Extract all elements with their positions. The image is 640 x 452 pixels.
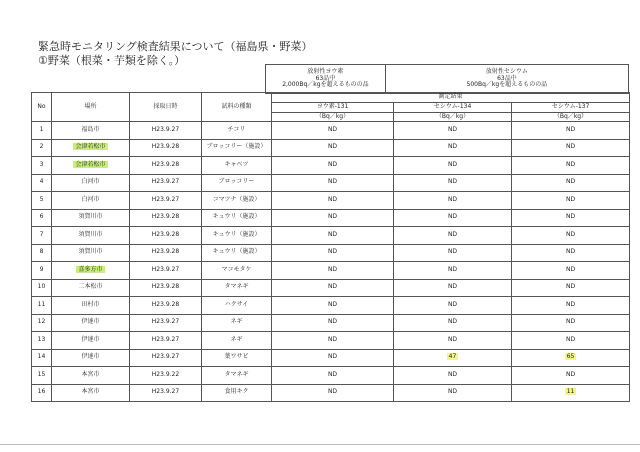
cell-i131 — [272, 349, 394, 367]
cell-i131-text: ND — [327, 143, 338, 151]
cell-i131-text: ND — [327, 370, 338, 378]
cell-place — [52, 297, 130, 315]
cell-place-text: 福島市 — [81, 125, 100, 133]
header-no: No — [32, 93, 52, 122]
cell-place — [52, 139, 130, 157]
cell-cs137-text: ND — [565, 370, 576, 378]
header-unit-cs137: （Bq／kg） — [512, 113, 630, 122]
cell-date — [130, 244, 202, 262]
cell-date — [130, 279, 202, 297]
cell-item-text: マコモタケ — [221, 265, 252, 273]
cell-i131 — [272, 157, 394, 175]
cell-cs134 — [394, 209, 512, 227]
cell-no-text: 11 — [37, 300, 46, 308]
cell-cs134 — [394, 174, 512, 192]
table-row — [32, 244, 630, 262]
table-row — [32, 367, 630, 385]
cell-place — [52, 227, 130, 245]
cell-item — [202, 297, 272, 315]
cell-item — [202, 262, 272, 280]
cell-cs134-text: 47 — [448, 353, 457, 361]
cell-date-text: H23.9.28 — [151, 160, 180, 168]
iodine-limit-cell — [266, 65, 386, 94]
page-edge-divider — [0, 444, 640, 445]
cell-i131-text: ND — [327, 318, 338, 326]
cell-no — [32, 174, 52, 192]
iodine-limit-count: 63品中 — [315, 74, 336, 82]
cell-cs134-text: ND — [447, 213, 458, 221]
cell-i131-text: ND — [327, 388, 338, 396]
cell-cs134 — [394, 262, 512, 280]
cell-i131-text: ND — [327, 335, 338, 343]
cell-place-text: 伊達市 — [81, 318, 100, 326]
cell-cs137-text: ND — [565, 213, 576, 221]
cell-date-text: H23.9.28 — [151, 300, 180, 308]
cell-no — [32, 157, 52, 175]
cell-cs134 — [394, 122, 512, 140]
cell-i131-text: ND — [327, 283, 338, 291]
cell-cs137-text: ND — [565, 283, 576, 291]
cell-no — [32, 332, 52, 350]
cell-i131-text: ND — [327, 125, 338, 133]
cell-date-text: H23.9.27 — [151, 178, 180, 186]
cell-place-text: 須賀川市 — [78, 248, 103, 256]
table-row — [32, 384, 630, 402]
cell-cs134 — [394, 384, 512, 402]
header-cs134: セシウム-134 — [394, 103, 512, 113]
cell-i131 — [272, 227, 394, 245]
cell-cs137 — [512, 122, 630, 140]
cell-item — [202, 209, 272, 227]
cell-place-text: 本宮市 — [81, 370, 100, 378]
table-row — [32, 332, 630, 350]
cell-cs137 — [512, 157, 630, 175]
cell-item — [202, 122, 272, 140]
cell-item-text: ブロッコリー — [218, 178, 255, 186]
cell-place-text: 伊達市 — [81, 353, 100, 361]
cell-date-text: H23.9.27 — [151, 195, 180, 203]
cell-cs134-text: ND — [447, 300, 458, 308]
cell-item-text: ネギ — [230, 318, 243, 326]
header-i131: ヨウ素-131 — [272, 103, 394, 113]
cell-place-text: 伊達市 — [81, 335, 100, 343]
cell-item-text: キュウリ（施設） — [212, 230, 261, 238]
cell-place — [52, 314, 130, 332]
cell-no-text: 7 — [39, 230, 44, 238]
cell-cs137-text: ND — [565, 265, 576, 273]
cell-cs134-text: ND — [447, 195, 458, 203]
cell-date — [130, 157, 202, 175]
cell-cs134-text: ND — [447, 335, 458, 343]
cell-i131-text: ND — [327, 160, 338, 168]
cell-no — [32, 349, 52, 367]
cell-i131-text: ND — [327, 248, 338, 256]
cell-cs134-text: ND — [447, 370, 458, 378]
document-title: 緊急時モニタリング検査結果について（福島県・野菜） — [38, 40, 313, 53]
cell-cs134-text: ND — [447, 178, 458, 186]
cell-date — [130, 139, 202, 157]
cell-i131 — [272, 297, 394, 315]
cell-no-text: 15 — [37, 370, 46, 378]
cell-date-text: H23.9.22 — [151, 370, 180, 378]
cesium-limit-criterion: 500Bq／kgを超えるものの品 — [466, 81, 548, 89]
cell-cs137 — [512, 209, 630, 227]
table-row — [32, 192, 630, 210]
cell-no-text: 12 — [37, 318, 46, 326]
cell-place — [52, 174, 130, 192]
cell-cs134 — [394, 244, 512, 262]
table-row — [32, 209, 630, 227]
cell-no-text: 8 — [39, 248, 44, 256]
cell-cs134-text: ND — [447, 160, 458, 168]
cell-cs134-text: ND — [447, 230, 458, 238]
cell-cs137 — [512, 384, 630, 402]
cell-no — [32, 192, 52, 210]
cell-i131-text: ND — [327, 195, 338, 203]
cell-cs137-text: ND — [565, 335, 576, 343]
cell-item — [202, 279, 272, 297]
cell-no — [32, 279, 52, 297]
cell-date — [130, 209, 202, 227]
cell-item — [202, 157, 272, 175]
cell-i131 — [272, 174, 394, 192]
cell-place — [52, 192, 130, 210]
cell-cs137-text: ND — [565, 248, 576, 256]
cell-item-text: キャベツ — [224, 160, 249, 168]
cell-cs137 — [512, 314, 630, 332]
cell-cs137-text: ND — [565, 160, 576, 168]
cell-i131-text: ND — [327, 178, 338, 186]
header-result: 測定結果 — [272, 93, 630, 103]
cell-place — [52, 157, 130, 175]
iodine-limit-name: 放射性ヨウ素 — [307, 67, 344, 75]
cell-no-text: 6 — [39, 213, 44, 221]
cell-cs134-text: ND — [447, 283, 458, 291]
cell-no-text: 13 — [37, 335, 46, 343]
iodine-limit-criterion: 2,000Bq／kgを超えるものの品 — [282, 81, 369, 89]
cell-cs137-text: ND — [565, 143, 576, 151]
cell-item-text: ブロッコリー（施設） — [206, 143, 267, 151]
cell-cs134 — [394, 367, 512, 385]
table-row — [32, 139, 630, 157]
cell-no — [32, 314, 52, 332]
cell-date — [130, 349, 202, 367]
cell-no-text: 9 — [39, 265, 44, 273]
cell-place — [52, 279, 130, 297]
cell-date — [130, 332, 202, 350]
cell-place-text: 須賀川市 — [78, 213, 103, 221]
cell-no-text: 16 — [37, 388, 46, 396]
cell-cs134-text: ND — [447, 143, 458, 151]
cell-i131 — [272, 279, 394, 297]
cell-no — [32, 122, 52, 140]
cell-no — [32, 384, 52, 402]
header-date: 採取日時 — [130, 93, 202, 122]
cell-place — [52, 262, 130, 280]
cell-date — [130, 384, 202, 402]
cell-cs137 — [512, 227, 630, 245]
cell-place-text: 会津若松市 — [75, 160, 106, 168]
cell-cs137-text: ND — [565, 300, 576, 308]
cell-place-text: 白河市 — [81, 178, 100, 186]
cell-cs134 — [394, 157, 512, 175]
cell-item-text: キュウリ（施設） — [212, 248, 261, 256]
cell-i131 — [272, 367, 394, 385]
cell-i131 — [272, 122, 394, 140]
cell-i131-text: ND — [327, 230, 338, 238]
cell-cs137-text: 11 — [566, 388, 575, 396]
cell-i131 — [272, 384, 394, 402]
cell-i131 — [272, 192, 394, 210]
cell-cs134 — [394, 279, 512, 297]
cell-cs134 — [394, 227, 512, 245]
cell-i131-text: ND — [327, 265, 338, 273]
cell-no — [32, 367, 52, 385]
table-row — [32, 174, 630, 192]
cell-date-text: H23.9.27 — [151, 388, 180, 396]
cell-no-text: 2 — [39, 143, 44, 151]
results-body — [32, 122, 630, 402]
cell-cs137 — [512, 139, 630, 157]
cell-place-text: 田村市 — [81, 300, 100, 308]
cell-place-text: 本宮市 — [81, 388, 100, 396]
cell-cs137 — [512, 174, 630, 192]
cell-i131 — [272, 209, 394, 227]
cell-date — [130, 262, 202, 280]
cell-item-text: 葉ワサビ — [224, 353, 249, 361]
cell-place-text: 喜多方市 — [78, 265, 103, 273]
cell-no — [32, 227, 52, 245]
cell-no-text: 14 — [37, 353, 46, 361]
cell-item-text: チコリ — [227, 125, 246, 133]
cell-item-text: タマネギ — [224, 370, 249, 378]
cell-no-text: 4 — [39, 178, 44, 186]
cesium-limit-cell — [385, 65, 628, 94]
cell-no — [32, 297, 52, 315]
cell-i131-text: ND — [327, 213, 338, 221]
cell-place — [52, 332, 130, 350]
cell-cs137 — [512, 349, 630, 367]
cell-cs137-text: ND — [565, 318, 576, 326]
cell-date — [130, 314, 202, 332]
cell-cs134 — [394, 139, 512, 157]
cell-cs134-text: ND — [447, 265, 458, 273]
cell-cs137-text: ND — [565, 125, 576, 133]
cell-item-text: ネギ — [230, 335, 243, 343]
table-row — [32, 349, 630, 367]
results-table — [31, 92, 630, 402]
cell-date — [130, 122, 202, 140]
cell-date — [130, 367, 202, 385]
cell-i131-text: ND — [327, 300, 338, 308]
cell-i131 — [272, 139, 394, 157]
cell-place-text: 須賀川市 — [78, 230, 103, 238]
cell-i131 — [272, 262, 394, 280]
cell-cs137 — [512, 262, 630, 280]
cell-cs137 — [512, 297, 630, 315]
cell-item — [202, 227, 272, 245]
cell-cs134-text: ND — [447, 248, 458, 256]
document-subtitle: ①野菜（根菜・芋類を除く。） — [38, 54, 186, 67]
cell-item-text: コマツナ（施設） — [212, 195, 261, 203]
table-row — [32, 227, 630, 245]
cell-place — [52, 244, 130, 262]
cell-cs137-text: ND — [565, 195, 576, 203]
cell-date — [130, 192, 202, 210]
cell-no — [32, 139, 52, 157]
cell-cs137 — [512, 244, 630, 262]
cell-item — [202, 332, 272, 350]
cell-cs134-text: ND — [447, 125, 458, 133]
cell-cs137-text: 65 — [566, 353, 575, 361]
cell-cs134 — [394, 297, 512, 315]
cell-no-text: 1 — [39, 125, 44, 133]
cell-i131-text: ND — [327, 353, 338, 361]
cell-place-text: 会津若松市 — [75, 143, 106, 151]
cell-item-text: 食用キク — [224, 388, 249, 396]
cell-cs134 — [394, 349, 512, 367]
cell-item — [202, 367, 272, 385]
table-row — [32, 279, 630, 297]
cell-place — [52, 384, 130, 402]
cell-cs137-text: ND — [565, 230, 576, 238]
cell-date-text: H23.9.27 — [151, 353, 180, 361]
header-cs137: セシウム-137 — [512, 103, 630, 113]
table-row — [32, 297, 630, 315]
cell-no — [32, 209, 52, 227]
cell-cs137 — [512, 332, 630, 350]
cell-item — [202, 244, 272, 262]
limits-summary-table — [265, 64, 629, 94]
cell-date-text: H23.9.28 — [151, 248, 180, 256]
cell-cs137 — [512, 192, 630, 210]
cell-i131 — [272, 314, 394, 332]
cell-item-text: タマネギ — [224, 283, 249, 291]
cell-item — [202, 174, 272, 192]
cesium-limit-name: 放射性セシウム — [485, 67, 528, 75]
cell-item-text: キュウリ（施設） — [212, 213, 261, 221]
table-row — [32, 314, 630, 332]
cell-no-text: 5 — [39, 195, 44, 203]
header-unit-i131: （Bq／kg） — [272, 113, 394, 122]
cell-no-text: 3 — [39, 160, 44, 168]
cell-item-text: ハクサイ — [224, 300, 249, 308]
cell-no-text: 10 — [37, 283, 46, 291]
cell-i131 — [272, 332, 394, 350]
cell-item — [202, 384, 272, 402]
cell-date-text: H23.9.27 — [151, 265, 180, 273]
cell-place-text: 白河市 — [81, 195, 100, 203]
cell-date-text: H23.9.28 — [151, 143, 180, 151]
cell-cs134 — [394, 332, 512, 350]
cell-item — [202, 349, 272, 367]
cell-item — [202, 192, 272, 210]
cell-date — [130, 174, 202, 192]
cell-date — [130, 227, 202, 245]
cell-cs134-text: ND — [447, 388, 458, 396]
cell-cs137 — [512, 367, 630, 385]
cell-place — [52, 122, 130, 140]
cell-date-text: H23.9.27 — [151, 318, 180, 326]
cell-item — [202, 314, 272, 332]
cell-place-text: 二本松市 — [78, 283, 103, 291]
table-row — [32, 262, 630, 280]
table-row — [32, 122, 630, 140]
cell-date — [130, 297, 202, 315]
cell-place — [52, 367, 130, 385]
header-item: 試料の種類 — [202, 93, 272, 122]
cell-place — [52, 349, 130, 367]
cesium-limit-count: 63品中 — [497, 74, 517, 82]
cell-i131 — [272, 244, 394, 262]
cell-place — [52, 209, 130, 227]
cell-cs134 — [394, 192, 512, 210]
cell-item — [202, 139, 272, 157]
table-row — [32, 157, 630, 175]
cell-date-text: H23.9.28 — [151, 283, 180, 291]
cell-date-text: H23.9.27 — [151, 125, 180, 133]
header-unit-cs134: （Bq／kg） — [394, 113, 512, 122]
cell-no — [32, 244, 52, 262]
cell-date-text: H23.9.27 — [151, 335, 180, 343]
cell-date-text: H23.9.28 — [151, 213, 180, 221]
cell-date-text: H23.9.28 — [151, 230, 180, 238]
cell-cs137-text: ND — [565, 178, 576, 186]
cell-cs137 — [512, 279, 630, 297]
cell-no — [32, 262, 52, 280]
cell-cs134 — [394, 314, 512, 332]
cell-cs134-text: ND — [447, 318, 458, 326]
header-place: 場所 — [52, 93, 130, 122]
